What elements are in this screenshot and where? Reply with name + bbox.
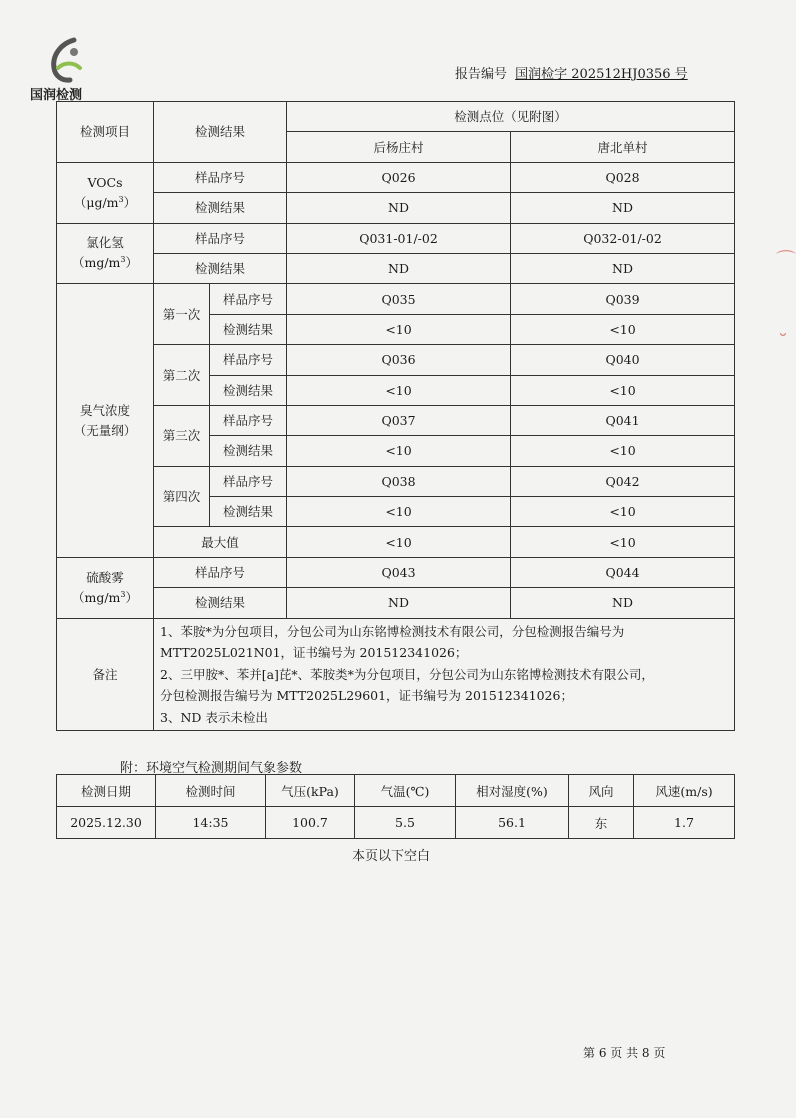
row-label: 检测结果 xyxy=(154,253,287,283)
cell-value: Q042 xyxy=(511,466,735,496)
note-line: 3、ND 表示未检出 xyxy=(160,709,268,725)
notes-label: 备注 xyxy=(57,618,154,731)
cell-value: Q026 xyxy=(287,162,511,192)
row-label: 样品序号 xyxy=(210,405,287,435)
row-label: 检测结果 xyxy=(154,588,287,618)
weather-header: 风速(m/s) xyxy=(634,775,735,807)
site-header-1: 后杨庄村 xyxy=(287,132,511,162)
weather-value: 1.7 xyxy=(634,807,735,839)
item-hcl: 氯化氢 $(mg/m^3)$ xyxy=(57,223,154,284)
cell-value: Q041 xyxy=(511,405,735,435)
cell-value: <10 xyxy=(511,314,735,344)
row-label: 检测结果 xyxy=(210,314,287,344)
round-label: 第三次 xyxy=(154,405,210,466)
cell-value: ND xyxy=(511,253,735,283)
weather-value: 5.5 xyxy=(355,807,456,839)
report-number-label: 报告编号 xyxy=(455,67,508,82)
cell-value: <10 xyxy=(287,314,511,344)
row-label: 样品序号 xyxy=(210,284,287,314)
table-row xyxy=(57,345,735,375)
table-row xyxy=(57,527,735,557)
cell-value: <10 xyxy=(511,436,735,466)
cell-value: Q031-01/-02 xyxy=(287,223,511,253)
table-row xyxy=(57,193,735,223)
cell-value: Q039 xyxy=(511,284,735,314)
seal-fragment: ˘ xyxy=(778,330,788,354)
table-row xyxy=(57,557,735,587)
cell-value: ND xyxy=(287,193,511,223)
row-label: 检测结果 xyxy=(210,436,287,466)
table-row xyxy=(57,162,735,192)
logo-text: 国润检测 xyxy=(30,88,83,103)
weather-value: 56.1 xyxy=(456,807,569,839)
seal-fragment: ⌒ xyxy=(776,248,796,272)
col-header-points: 检测点位（见附图） xyxy=(287,102,735,132)
cell-value: <10 xyxy=(511,527,735,557)
table-row xyxy=(57,284,735,314)
table-row xyxy=(57,223,735,253)
blank-page-note: 本页以下空白 xyxy=(352,849,431,864)
cell-value: Q035 xyxy=(287,284,511,314)
note-line: MTT2025L021N01，证书编号为 201512341026； xyxy=(160,645,468,661)
row-label: 检测结果 xyxy=(210,375,287,405)
cell-value: <10 xyxy=(511,375,735,405)
round-label: 第四次 xyxy=(154,466,210,527)
logo-icon xyxy=(44,38,88,84)
cell-value: ND xyxy=(511,193,735,223)
cell-value: Q028 xyxy=(511,162,735,192)
weather-values-row xyxy=(57,807,735,839)
weather-header: 检测日期 xyxy=(57,775,156,807)
table-header-row xyxy=(57,102,735,132)
col-header-item: 检测项目 xyxy=(57,102,154,163)
company-logo xyxy=(30,38,100,102)
cell-value: ND xyxy=(511,588,735,618)
cell-value: Q040 xyxy=(511,345,735,375)
weather-header: 相对湿度(%) xyxy=(456,775,569,807)
col-header-result: 检测结果 xyxy=(154,102,287,163)
report-number xyxy=(455,63,688,82)
row-label: 样品序号 xyxy=(154,557,287,587)
cell-value: ND xyxy=(287,253,511,283)
cell-value: Q043 xyxy=(287,557,511,587)
item-sulfuric-acid-mist: 硫酸雾 $(mg/m^3)$ xyxy=(57,557,154,618)
notes-row xyxy=(57,618,735,731)
cell-value: Q037 xyxy=(287,405,511,435)
cell-value: ND xyxy=(287,588,511,618)
cell-value: <10 xyxy=(287,497,511,527)
cell-value: Q038 xyxy=(287,466,511,496)
row-label: 最大值 xyxy=(154,527,287,557)
row-label: 样品序号 xyxy=(154,162,287,192)
item-odor: 臭气浓度 （无量纲） xyxy=(57,284,154,558)
weather-header: 气温(℃) xyxy=(355,775,456,807)
cell-value: Q044 xyxy=(511,557,735,587)
round-label: 第一次 xyxy=(154,284,210,345)
report-number-value: 国润检字 202512HJ0356 号 xyxy=(515,67,688,82)
row-label: 样品序号 xyxy=(154,223,287,253)
item-vocs: VOCs $(\mu g/m^3)$ xyxy=(57,162,154,223)
weather-header: 风向 xyxy=(569,775,634,807)
weather-value: 14:35 xyxy=(156,807,266,839)
round-label: 第二次 xyxy=(154,345,210,406)
row-label: 样品序号 xyxy=(210,345,287,375)
note-line: 2、三甲胺*、苯并[a]芘*、苯胺类*为分包项目，分包公司为山东铭博检测技术有限公司， xyxy=(160,666,654,682)
cell-value: <10 xyxy=(287,436,511,466)
weather-value: 2025.12.30 xyxy=(57,807,156,839)
page-number: 第 6 页 共 8 页 xyxy=(583,1046,666,1060)
weather-header-row xyxy=(57,775,735,807)
table-row xyxy=(57,405,735,435)
cell-value: <10 xyxy=(287,375,511,405)
row-label: 检测结果 xyxy=(210,497,287,527)
table-row xyxy=(57,466,735,496)
cell-value: Q036 xyxy=(287,345,511,375)
cell-value: Q032-01/-02 xyxy=(511,223,735,253)
weather-table xyxy=(56,774,735,839)
results-table xyxy=(56,101,735,731)
row-label: 样品序号 xyxy=(210,466,287,496)
weather-header: 检测时间 xyxy=(156,775,266,807)
row-label: 检测结果 xyxy=(154,193,287,223)
table-row xyxy=(57,588,735,618)
cell-value: <10 xyxy=(287,527,511,557)
table-row xyxy=(57,253,735,283)
note-line: 分包检测报告编号为 MTT2025L29601，证书编号为 201512341026； xyxy=(160,688,573,704)
cell-value: <10 xyxy=(511,497,735,527)
notes-content xyxy=(154,618,735,731)
appendix-title: 附：环境空气检测期间气象参数 xyxy=(120,761,303,776)
weather-value: 东 xyxy=(569,807,634,839)
site-header-2: 唐北单村 xyxy=(511,132,735,162)
weather-value: 100.7 xyxy=(266,807,355,839)
note-line: 1、苯胺*为分包项目，分包公司为山东铭博检测技术有限公司，分包检测报告编号为 xyxy=(160,623,625,639)
weather-header: 气压(kPa) xyxy=(266,775,355,807)
